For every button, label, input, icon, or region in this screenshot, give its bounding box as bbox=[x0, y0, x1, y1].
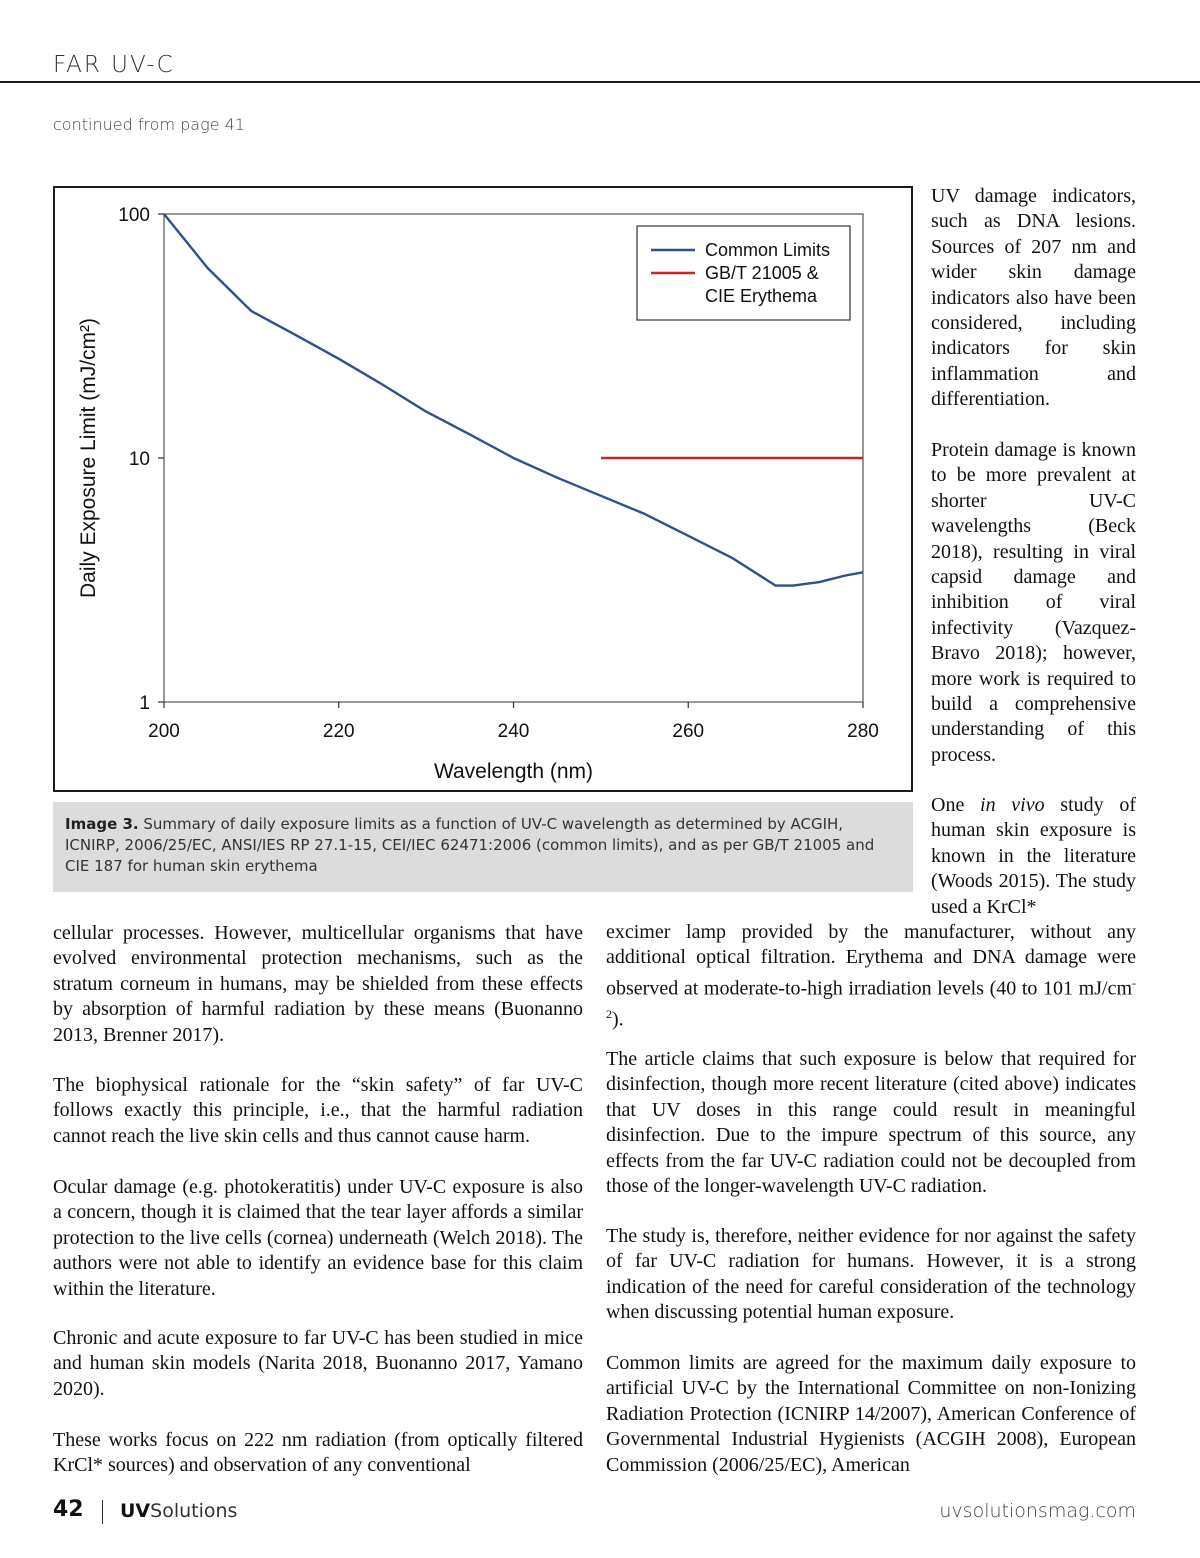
paragraph: Common limits are agreed for the maximum daily exposure to artificial UV-C by the International Committee on non-Ionizing Radiation Protection (ICNIRP 14/2007), American Conference of Governmental Industrial Hygienists (ACGIH 2008), European Commission (2006/25/EC), American bbox=[606, 1352, 1136, 1476]
invivo-pre: One bbox=[931, 794, 981, 816]
figure-caption bbox=[53, 802, 913, 892]
header-rule bbox=[0, 81, 1200, 83]
paragraph: The biophysical rationale for the “skin safety” of far UV-C follows exactly this principle, i.e., that the harmful radiation cannot reach the live skin cells and thus cannot cause harm. bbox=[53, 1074, 583, 1147]
caption-text: Summary of daily exposure limits as a function of UV-C wavelength as determined by ACGIH, ICNIRP, 2006/25/EC, ANSI/IES RP 27.1-15, CEI/IEC 62471:2006 (common limits), and as per GB/T 21005 and CIE 187 for human skin erythema bbox=[65, 815, 875, 875]
paragraph: The study is, therefore, neither evidence for nor against the safety of far UV-C radiation for humans. However, it is a strong indication of the need for careful consideration of the technology when discussing potential human exposure. bbox=[606, 1225, 1136, 1324]
section-title: FAR UV-C bbox=[53, 52, 175, 78]
paragraph-invivo bbox=[931, 793, 1136, 920]
x-tick-label: 240 bbox=[497, 721, 530, 742]
paragraph bbox=[606, 920, 1136, 1033]
x-axis-label: Wavelength (nm) bbox=[433, 760, 594, 783]
legend-label: Common Limits bbox=[705, 240, 831, 260]
paragraph: UV damage indicators, such as DNA lesions. Sources of 207 nm and wider skin damage indicators also have been considered, including indicators for skin inflammation and differentiation. bbox=[931, 185, 1136, 411]
excimer-text: excimer lamp provided by the manufacturer, without any additional optical filtration. Erythema and DNA damage were observed at moderate-to-high irradiation levels (40 to 101 mJ/cm bbox=[606, 921, 1136, 1000]
paragraph: The article claims that such exposure is below that required for disinfection, though more recent literature (cited above) indicates that UV doses in this range could result in meaningful disinfection. Due to the impure spectrum of this source, any effects from the far UV-C radiation could not be decoupled from those of the longer-wavelength UV-C radiation. bbox=[606, 1048, 1136, 1198]
y-tick-label: 1 bbox=[139, 693, 150, 714]
brand-rest: Solutions bbox=[150, 1500, 238, 1522]
brand-uv: UV bbox=[120, 1500, 151, 1522]
paragraph: Protein damage is known to be more prevalent at shorter UV-C wavelengths (Beck 2018), resulting in viral capsid damage and inhibition of viral infectivity (Vazquez-Bravo 2018); however, more work is required to build a comprehensive understanding of this process. bbox=[931, 439, 1136, 766]
legend-label: CIE Erythema bbox=[705, 286, 818, 306]
chart-svg bbox=[55, 188, 911, 790]
y-axis-label: Daily Exposure Limit (mJ/cm²) bbox=[77, 317, 100, 599]
y-tick-label: 10 bbox=[128, 449, 150, 470]
legend-label: GB/T 21005 & bbox=[705, 263, 819, 283]
footer-separator bbox=[102, 1500, 103, 1524]
paragraph: Ocular damage (e.g. photokeratitis) under UV-C exposure is also a concern, though it is claimed that the tear layer affords a similar protection to the live cells (cornea) underneath (Welch 2018). The authors were not able to identify an evidence base for this claim within the literature. bbox=[53, 1176, 583, 1300]
invivo-em: in vivo bbox=[980, 794, 1045, 816]
footer-url: uvsolutionsmag.com bbox=[939, 1500, 1136, 1522]
page-number: 42 bbox=[53, 1497, 84, 1522]
invivo-post: study of human skin exposure is known in the literature (Woods 2015). The study used a KrCl* bbox=[931, 794, 1137, 918]
x-tick-label: 220 bbox=[322, 721, 355, 742]
superscript: -2 bbox=[606, 975, 1136, 1021]
caption-label: Image 3. bbox=[65, 815, 139, 833]
figure-chart bbox=[53, 186, 913, 792]
continued-note: continued from page 41 bbox=[53, 115, 245, 134]
footer-brand bbox=[120, 1500, 237, 1522]
y-tick-label: 100 bbox=[118, 205, 150, 226]
x-tick-label: 260 bbox=[672, 721, 705, 742]
paragraph: cellular processes. However, multicellular organisms that have evolved environmental protection mechanisms, such as the stratum corneum in humans, may be shielded from these effects by absorption of harmful radiation by these means (Buonanno 2013, Brenner 2017). bbox=[53, 922, 583, 1046]
paragraph: These works focus on 222 nm radiation (from optically filtered KrCl* sources) and observation of any conventional bbox=[53, 1429, 583, 1477]
paragraph: Chronic and acute exposure to far UV-C has been studied in mice and human skin models (Narita 2018, Buonanno 2017, Yamano 2020). bbox=[53, 1327, 583, 1400]
excimer-end: ). bbox=[612, 1008, 624, 1031]
x-tick-label: 200 bbox=[148, 721, 180, 742]
x-tick-label: 280 bbox=[847, 721, 879, 742]
